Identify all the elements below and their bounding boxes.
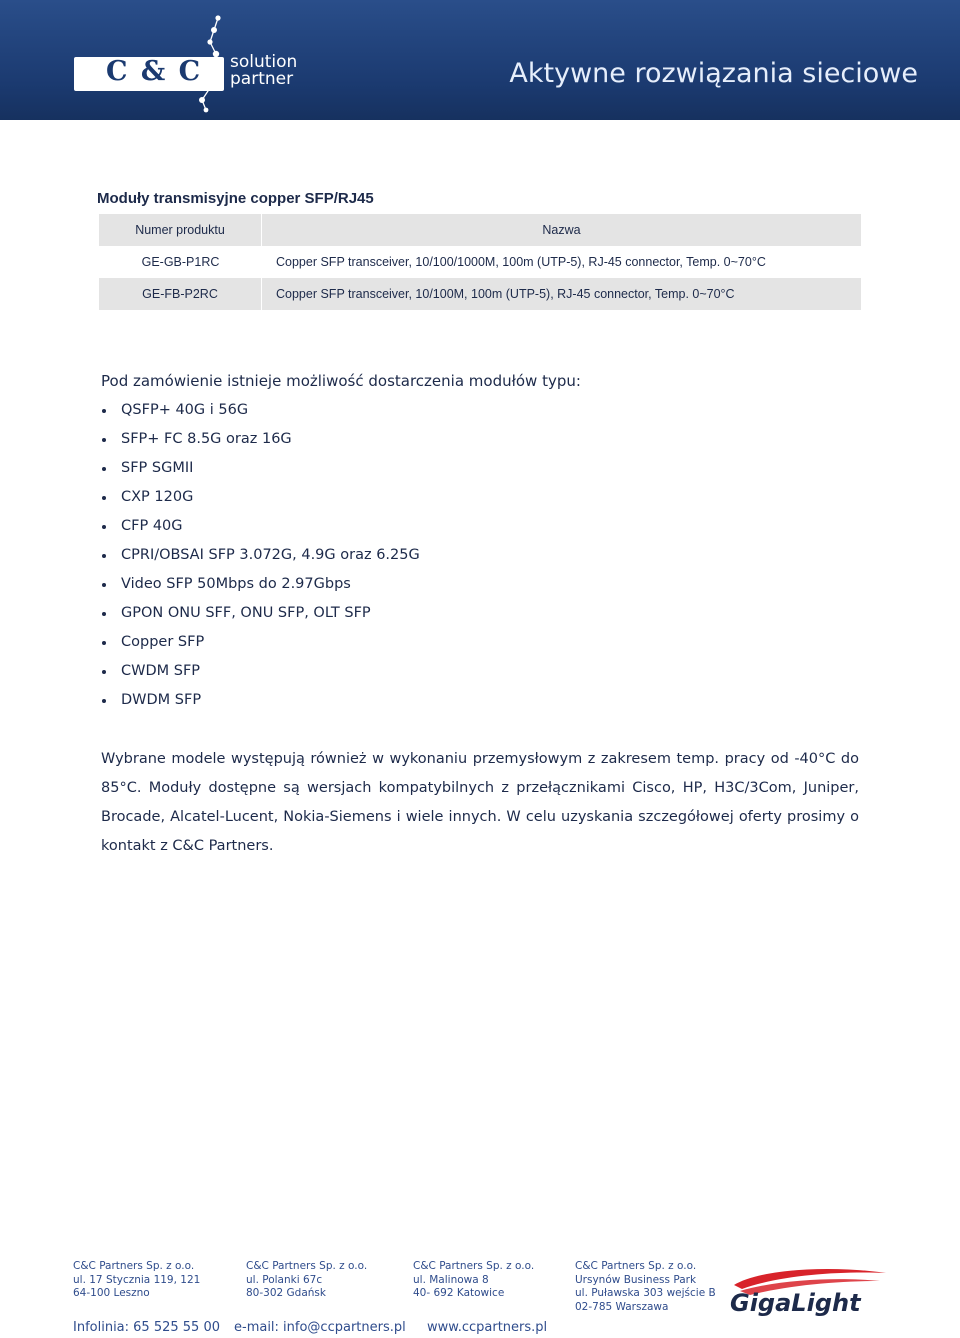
gigalight-logo-text: GigaLight [730, 1289, 861, 1317]
product-number-cell: GE-FB-P2RC [99, 278, 262, 310]
list-item: Copper SFP [101, 628, 420, 657]
list-item: SFP SGMII [101, 454, 420, 483]
column-header-product-number: Numer produktu [99, 214, 262, 246]
office-street: ul. 17 Stycznia 119, 121 [73, 1273, 201, 1286]
logo-line-solution: solution [230, 52, 298, 72]
table-row [99, 278, 861, 310]
list-item: DWDM SFP [101, 686, 420, 715]
footer-email[interactable]: e-mail: info@ccpartners.pl [234, 1320, 406, 1335]
office-street: ul. Malinowa 8 [413, 1273, 489, 1286]
cc-solution-partner-logo [70, 14, 310, 114]
product-number-cell: GE-GB-P1RC [141, 255, 220, 269]
office-katowice [413, 1260, 534, 1301]
column-header-name: Nazwa [262, 214, 861, 246]
office-company: C&C Partners Sp. z o.o. [413, 1260, 535, 1272]
list-item: CWDM SFP [101, 657, 420, 686]
table-row [99, 246, 861, 278]
office-street: Ursynów Business Park [575, 1273, 697, 1286]
page-header [0, 0, 960, 120]
list-item: Video SFP 50Mbps do 2.97Gbps [101, 570, 420, 599]
section-title: Moduły transmisyjne copper SFP/RJ45 [97, 190, 374, 207]
header-slogan: Aktywne rozwiązania sieciowe [509, 58, 918, 89]
gigalight-logo [720, 1263, 892, 1318]
footer-phone: Infolinia: 65 525 55 00 [73, 1320, 220, 1335]
logo-line-partner: partner [230, 69, 294, 89]
office-city: 64-100 Leszno [73, 1287, 150, 1299]
logo-cc-text: C & C [106, 56, 203, 87]
office-city: ul. Puławska 303 wejście B [575, 1287, 716, 1299]
office-street: ul. Polanki 67c [246, 1273, 323, 1286]
office-city: 80-302 Gdańsk [246, 1287, 326, 1299]
module-types-list [101, 396, 420, 715]
product-name-cell: Copper SFP transceiver, 10/100M, 100m (UTP-5), RJ-45 connector, Temp. 0~70°C [262, 278, 861, 310]
office-warszawa [575, 1260, 716, 1314]
office-company: C&C Partners Sp. z o.o. [575, 1260, 697, 1272]
product-name-cell: Copper SFP transceiver, 10/100/1000M, 100m (UTP-5), RJ-45 connector, Temp. 0~70°C [276, 255, 766, 269]
products-table [99, 214, 861, 310]
list-item: CFP 40G [101, 512, 420, 541]
office-gdansk [246, 1260, 367, 1301]
office-postal: 02-785 Warszawa [575, 1300, 669, 1313]
table-header-row [99, 214, 861, 246]
office-company: C&C Partners Sp. z o.o. [73, 1260, 195, 1272]
availability-note: Wybrane modele występują również w wykonaniu przemysłowym z zakresem temp. pracy od -40°C do 85°C. Moduły dostępne są wersjach kompatybilnych z przełącznikami Cisco, HP, H3C/3Com, Juniper, Brocade, Alcatel-Lucent, Nokia-Siemens i wiele innych. W celu uzyskania szczegółowej oferty prosimy o kontakt z C&C Partners. [101, 751, 859, 854]
order-list-title: Pod zamówienie istnieje możliwość dostarczenia modułów typu: [101, 372, 581, 390]
list-item: SFP+ FC 8.5G oraz 16G [101, 425, 420, 454]
list-item: CPRI/OBSAI SFP 3.072G, 4.9G oraz 6.25G [101, 541, 420, 570]
footer-website[interactable]: www.ccpartners.pl [427, 1320, 548, 1335]
list-item: QSFP+ 40G i 56G [101, 396, 420, 425]
office-leszno [73, 1260, 200, 1301]
list-item: GPON ONU SFF, ONU SFP, OLT SFP [101, 599, 420, 628]
office-city: 40- 692 Katowice [413, 1287, 505, 1299]
office-company: C&C Partners Sp. z o.o. [246, 1260, 368, 1272]
logo-solution-partner-text [230, 54, 297, 88]
list-item: CXP 120G [101, 483, 420, 512]
